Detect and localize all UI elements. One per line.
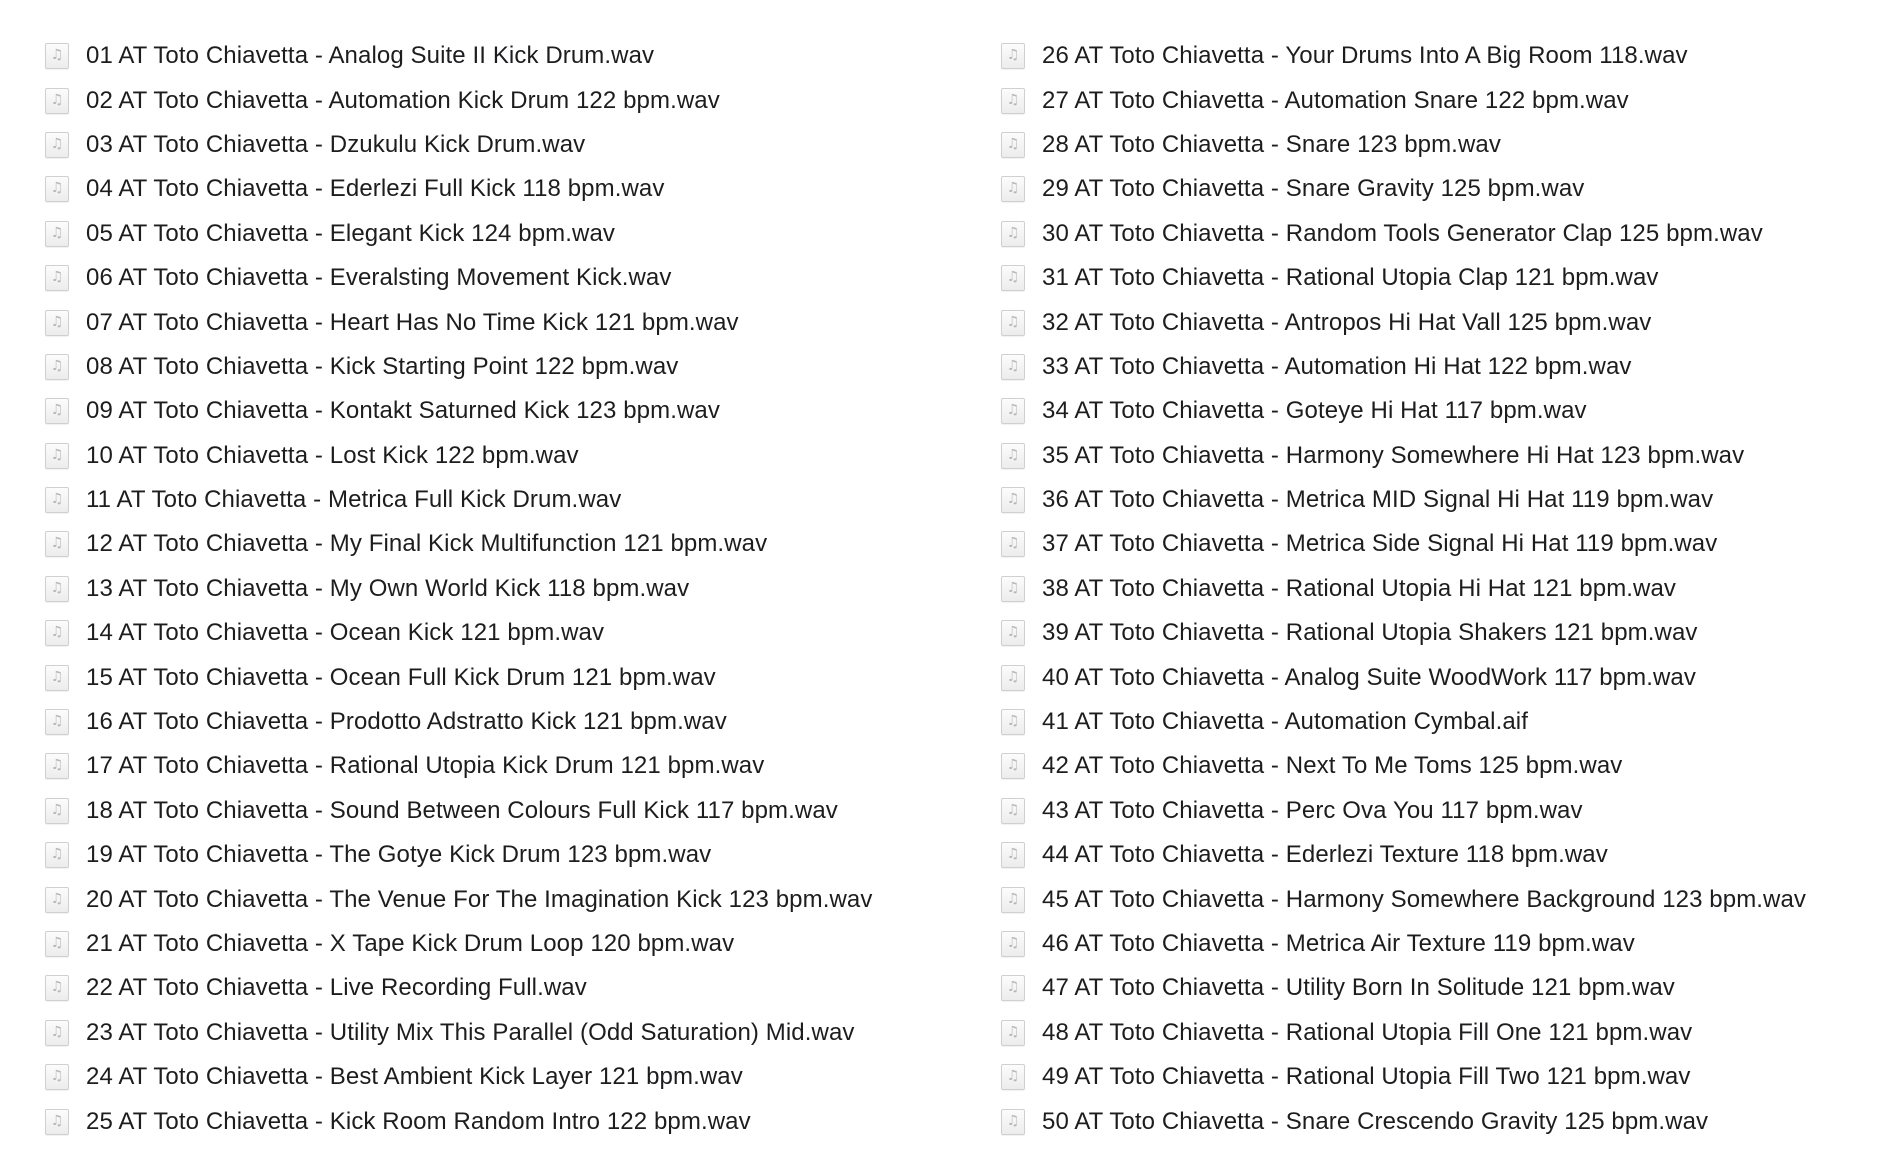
file-list-item[interactable]	[1000, 744, 1878, 788]
file-list-item[interactable]	[44, 434, 984, 478]
music-note-glyph: ♫	[50, 269, 64, 286]
file-name: 49 AT Toto Chiavetta - Rational Utopia Fill Two 121 bpm.wav	[1042, 1063, 1691, 1091]
audio-file-icon	[44, 87, 70, 115]
music-note-glyph: ♫	[1006, 579, 1020, 596]
file-name: 48 AT Toto Chiavetta - Rational Utopia Fill One 121 bpm.wav	[1042, 1018, 1693, 1046]
file-list-item[interactable]	[44, 922, 984, 966]
audio-file-icon	[1000, 752, 1026, 780]
audio-file-icon	[1000, 42, 1026, 70]
file-list-item[interactable]	[1000, 1011, 1878, 1055]
audio-file-icon	[1000, 175, 1026, 203]
audio-file-icon	[1000, 442, 1026, 470]
audio-file-icon	[1000, 264, 1026, 292]
music-note-glyph: ♫	[50, 446, 64, 463]
audio-file-icon	[1000, 131, 1026, 159]
file-name: 27 AT Toto Chiavetta - Automation Snare 122 bpm.wav	[1042, 86, 1629, 114]
file-list-item[interactable]	[44, 300, 984, 344]
file-list-item[interactable]	[1000, 167, 1878, 211]
file-list-item[interactable]	[1000, 256, 1878, 300]
file-name: 32 AT Toto Chiavetta - Antropos Hi Hat Vall 125 bpm.wav	[1042, 308, 1652, 336]
file-list-item[interactable]	[44, 700, 984, 744]
audio-file-icon	[44, 708, 70, 736]
file-name: 03 AT Toto Chiavetta - Dzukulu Kick Drum.wav	[86, 130, 586, 158]
audio-file-icon	[44, 442, 70, 470]
file-name: 09 AT Toto Chiavetta - Kontakt Saturned Kick 123 bpm.wav	[86, 397, 720, 425]
file-list-item[interactable]	[1000, 212, 1878, 256]
file-list-item[interactable]	[1000, 922, 1878, 966]
file-list-item[interactable]	[1000, 300, 1878, 344]
music-note-glyph: ♫	[50, 535, 64, 552]
file-name: 08 AT Toto Chiavetta - Kick Starting Point 122 bpm.wav	[86, 352, 679, 380]
file-name: 45 AT Toto Chiavetta - Harmony Somewhere Background 123 bpm.wav	[1042, 885, 1807, 913]
audio-file-icon	[44, 930, 70, 958]
file-name: 43 AT Toto Chiavetta - Perc Ova You 117 bpm.wav	[1042, 796, 1583, 824]
music-note-glyph: ♫	[1006, 713, 1020, 730]
file-list-item[interactable]	[44, 212, 984, 256]
file-list-item[interactable]	[44, 877, 984, 921]
file-name: 46 AT Toto Chiavetta - Metrica Air Texture 119 bpm.wav	[1042, 930, 1635, 957]
audio-file-icon	[1000, 397, 1026, 425]
audio-file-icon	[1000, 797, 1026, 825]
file-name: 05 AT Toto Chiavetta - Elegant Kick 124 bpm.wav	[86, 219, 615, 247]
music-note-glyph: ♫	[50, 668, 64, 685]
file-name: 47 AT Toto Chiavetta - Utility Born In Solitude 121 bpm.wav	[1042, 974, 1675, 1002]
music-note-glyph: ♫	[50, 402, 64, 419]
music-note-glyph: ♫	[1006, 935, 1020, 951]
file-list-item[interactable]	[44, 256, 984, 300]
file-list-item[interactable]	[44, 744, 984, 788]
file-name: 23 AT Toto Chiavetta - Utility Mix This Parallel (Odd Saturation) Mid.wav	[86, 1018, 855, 1046]
music-note-glyph: ♫	[50, 1112, 64, 1129]
music-note-glyph: ♫	[50, 91, 64, 108]
file-name: 11 AT Toto Chiavetta - Metrica Full Kick Drum.wav	[86, 486, 622, 514]
audio-file-icon	[44, 353, 70, 381]
file-list-item[interactable]	[1000, 789, 1878, 833]
file-list-item[interactable]	[44, 1099, 984, 1143]
file-name: 37 AT Toto Chiavetta - Metrica Side Signal Hi Hat 119 bpm.wav	[1042, 530, 1718, 558]
audio-file-icon	[1000, 664, 1026, 692]
audio-file-icon	[1000, 575, 1026, 603]
file-name: 01 AT Toto Chiavetta - Analog Suite II Kick Drum.wav	[86, 42, 655, 70]
music-note-glyph: ♫	[50, 579, 64, 596]
file-name: 50 AT Toto Chiavetta - Snare Crescendo Gravity 125 bpm.wav	[1042, 1107, 1709, 1135]
music-note-glyph: ♫	[50, 935, 64, 951]
file-list-item[interactable]	[1000, 34, 1878, 78]
file-list-item[interactable]	[44, 34, 984, 78]
music-note-glyph: ♫	[50, 357, 64, 374]
file-name: 20 AT Toto Chiavetta - The Venue For The Imagination Kick 123 bpm.wav	[86, 885, 873, 913]
file-list-item[interactable]	[1000, 478, 1878, 522]
music-note-glyph: ♫	[1006, 180, 1020, 197]
audio-file-icon	[44, 220, 70, 248]
file-name: 31 AT Toto Chiavetta - Rational Utopia Clap 121 bpm.wav	[1042, 264, 1659, 292]
audio-file-icon	[44, 264, 70, 292]
music-note-glyph: ♫	[50, 624, 64, 641]
music-note-glyph: ♫	[50, 801, 64, 818]
file-name: 34 AT Toto Chiavetta - Goteye Hi Hat 117 bpm.wav	[1042, 397, 1587, 425]
file-name: 38 AT Toto Chiavetta - Rational Utopia Hi Hat 121 bpm.wav	[1042, 574, 1677, 602]
music-note-glyph: ♫	[1006, 668, 1020, 685]
audio-file-icon	[44, 752, 70, 780]
file-name: 24 AT Toto Chiavetta - Best Ambient Kick Layer 121 bpm.wav	[86, 1063, 743, 1091]
file-list-item[interactable]	[1000, 700, 1878, 744]
music-note-glyph: ♫	[1006, 402, 1020, 419]
audio-file-icon	[44, 530, 70, 558]
file-name: 39 AT Toto Chiavetta - Rational Utopia Shakers 121 bpm.wav	[1042, 619, 1698, 647]
audio-file-icon	[44, 1019, 70, 1047]
file-list-item[interactable]	[1000, 567, 1878, 611]
file-name: 25 AT Toto Chiavetta - Kick Room Random Intro 122 bpm.wav	[86, 1107, 751, 1135]
music-note-glyph: ♫	[50, 47, 64, 64]
music-note-glyph: ♫	[50, 135, 64, 152]
audio-file-icon	[1000, 353, 1026, 381]
file-name: 16 AT Toto Chiavetta - Prodotto Adstratto Kick 121 bpm.wav	[86, 708, 727, 736]
file-name: 26 AT Toto Chiavetta - Your Drums Into A Big Room 118.wav	[1042, 42, 1688, 70]
file-list-item[interactable]	[44, 1055, 984, 1099]
music-note-glyph: ♫	[50, 713, 64, 730]
music-note-glyph: ♫	[1006, 535, 1020, 552]
file-name: 21 AT Toto Chiavetta - X Tape Kick Drum Loop 120 bpm.wav	[86, 930, 735, 957]
audio-file-icon	[1000, 841, 1026, 869]
file-name: 40 AT Toto Chiavetta - Analog Suite WoodWork 117 bpm.wav	[1042, 663, 1696, 691]
music-note-glyph: ♫	[1006, 846, 1020, 863]
file-name: 36 AT Toto Chiavetta - Metrica MID Signal Hi Hat 119 bpm.wav	[1042, 486, 1714, 514]
music-note-glyph: ♫	[50, 180, 64, 197]
file-list-item[interactable]	[1000, 877, 1878, 921]
file-name: 10 AT Toto Chiavetta - Lost Kick 122 bpm.wav	[86, 441, 579, 469]
file-name: 30 AT Toto Chiavetta - Random Tools Generator Clap 125 bpm.wav	[1042, 219, 1763, 247]
music-note-glyph: ♫	[1006, 446, 1020, 463]
audio-file-icon	[1000, 1063, 1026, 1091]
music-note-glyph: ♫	[1006, 890, 1020, 907]
file-list-item[interactable]	[44, 167, 984, 211]
file-list-item[interactable]	[1000, 655, 1878, 699]
file-list-item[interactable]	[1000, 389, 1878, 433]
audio-file-icon	[1000, 974, 1026, 1002]
music-note-glyph: ♫	[1006, 357, 1020, 374]
music-note-glyph: ♫	[50, 491, 64, 508]
music-note-glyph: ♫	[1006, 491, 1020, 508]
file-list-item[interactable]	[44, 789, 984, 833]
music-note-glyph: ♫	[1006, 757, 1020, 774]
file-list-item[interactable]	[44, 123, 984, 167]
audio-file-icon	[1000, 886, 1026, 914]
file-list-item[interactable]	[1000, 78, 1878, 122]
file-list-item[interactable]	[44, 78, 984, 122]
audio-file-icon	[44, 664, 70, 692]
music-note-glyph: ♫	[50, 846, 64, 863]
file-name: 12 AT Toto Chiavetta - My Final Kick Multifunction 121 bpm.wav	[86, 530, 768, 558]
file-name: 28 AT Toto Chiavetta - Snare 123 bpm.wav	[1042, 130, 1501, 158]
audio-file-icon	[44, 175, 70, 203]
audio-file-icon	[1000, 309, 1026, 337]
music-note-glyph: ♫	[50, 313, 64, 330]
audio-file-icon	[1000, 486, 1026, 514]
audio-file-icon	[44, 841, 70, 869]
audio-file-icon	[44, 131, 70, 159]
music-note-glyph: ♫	[1006, 313, 1020, 330]
music-note-glyph: ♫	[1006, 269, 1020, 286]
file-name: 02 AT Toto Chiavetta - Automation Kick Drum 122 bpm.wav	[86, 86, 720, 114]
music-note-glyph: ♫	[1006, 801, 1020, 818]
file-list-item[interactable]	[1000, 966, 1878, 1010]
music-note-glyph: ♫	[50, 979, 64, 996]
audio-file-icon	[1000, 619, 1026, 647]
file-name: 33 AT Toto Chiavetta - Automation Hi Hat 122 bpm.wav	[1042, 352, 1632, 380]
file-list-item[interactable]	[44, 1011, 984, 1055]
file-name: 41 AT Toto Chiavetta - Automation Cymbal.aif	[1042, 708, 1528, 736]
music-note-glyph: ♫	[1006, 1023, 1020, 1040]
audio-file-icon	[44, 1063, 70, 1091]
music-note-glyph: ♫	[1006, 224, 1020, 241]
file-list-item[interactable]	[44, 567, 984, 611]
music-note-glyph: ♫	[50, 757, 64, 774]
file-list-item[interactable]	[44, 389, 984, 433]
file-name: 14 AT Toto Chiavetta - Ocean Kick 121 bpm.wav	[86, 619, 605, 647]
file-list-item[interactable]	[44, 478, 984, 522]
audio-file-icon	[44, 886, 70, 914]
file-list-item[interactable]	[1000, 434, 1878, 478]
file-name: 19 AT Toto Chiavetta - The Gotye Kick Drum 123 bpm.wav	[86, 841, 712, 869]
file-list-item[interactable]	[1000, 1055, 1878, 1099]
file-name: 04 AT Toto Chiavetta - Ederlezi Full Kick 118 bpm.wav	[86, 175, 665, 203]
audio-file-icon	[44, 309, 70, 337]
music-note-glyph: ♫	[1006, 1068, 1020, 1085]
music-note-glyph: ♫	[50, 1023, 64, 1040]
music-note-glyph: ♫	[1006, 47, 1020, 64]
file-column-right	[1000, 34, 1878, 1144]
audio-file-icon	[44, 397, 70, 425]
file-name: 06 AT Toto Chiavetta - Everalsting Movement Kick.wav	[86, 264, 672, 292]
music-note-glyph: ♫	[1006, 91, 1020, 108]
file-name: 42 AT Toto Chiavetta - Next To Me Toms 125 bpm.wav	[1042, 752, 1623, 780]
file-list-item[interactable]	[1000, 611, 1878, 655]
audio-file-icon	[1000, 1108, 1026, 1136]
file-list-item[interactable]	[44, 655, 984, 699]
audio-file-icon	[44, 486, 70, 514]
music-note-glyph: ♫	[1006, 1112, 1020, 1129]
music-note-glyph: ♫	[50, 890, 64, 907]
music-note-glyph: ♫	[50, 1068, 64, 1085]
music-note-glyph: ♫	[1006, 135, 1020, 152]
file-list-item[interactable]	[44, 611, 984, 655]
file-list-item[interactable]	[1000, 123, 1878, 167]
file-name: 22 AT Toto Chiavetta - Live Recording Full.wav	[86, 974, 587, 1002]
file-list-item[interactable]	[44, 345, 984, 389]
file-name: 17 AT Toto Chiavetta - Rational Utopia Kick Drum 121 bpm.wav	[86, 752, 765, 780]
music-note-glyph: ♫	[50, 224, 64, 241]
file-column-left	[44, 34, 984, 1144]
file-list-item[interactable]	[1000, 345, 1878, 389]
file-list-item[interactable]	[1000, 1099, 1878, 1143]
audio-file-icon	[44, 42, 70, 70]
audio-file-icon	[44, 575, 70, 603]
file-name: 18 AT Toto Chiavetta - Sound Between Colours Full Kick 117 bpm.wav	[86, 796, 838, 824]
file-name: 13 AT Toto Chiavetta - My Own World Kick 118 bpm.wav	[86, 574, 690, 602]
file-list-item[interactable]	[1000, 833, 1878, 877]
file-list-item[interactable]	[44, 522, 984, 566]
file-name: 35 AT Toto Chiavetta - Harmony Somewhere Hi Hat 123 bpm.wav	[1042, 441, 1745, 469]
audio-file-icon	[1000, 708, 1026, 736]
file-name: 44 AT Toto Chiavetta - Ederlezi Texture 118 bpm.wav	[1042, 841, 1608, 869]
file-list-item[interactable]	[44, 966, 984, 1010]
audio-file-icon	[44, 797, 70, 825]
audio-file-icon	[1000, 1019, 1026, 1047]
audio-file-icon	[1000, 220, 1026, 248]
audio-file-icon	[1000, 930, 1026, 958]
file-name: 29 AT Toto Chiavetta - Snare Gravity 125 bpm.wav	[1042, 175, 1585, 203]
audio-file-icon	[1000, 87, 1026, 115]
music-note-glyph: ♫	[1006, 979, 1020, 996]
music-note-glyph: ♫	[1006, 624, 1020, 641]
audio-file-icon	[44, 619, 70, 647]
audio-file-icon	[44, 974, 70, 1002]
file-name: 07 AT Toto Chiavetta - Heart Has No Time Kick 121 bpm.wav	[86, 308, 739, 336]
audio-file-icon	[1000, 530, 1026, 558]
file-list-item[interactable]	[44, 833, 984, 877]
file-list-item[interactable]	[1000, 522, 1878, 566]
audio-file-icon	[44, 1108, 70, 1136]
file-name: 15 AT Toto Chiavetta - Ocean Full Kick Drum 121 bpm.wav	[86, 663, 716, 691]
